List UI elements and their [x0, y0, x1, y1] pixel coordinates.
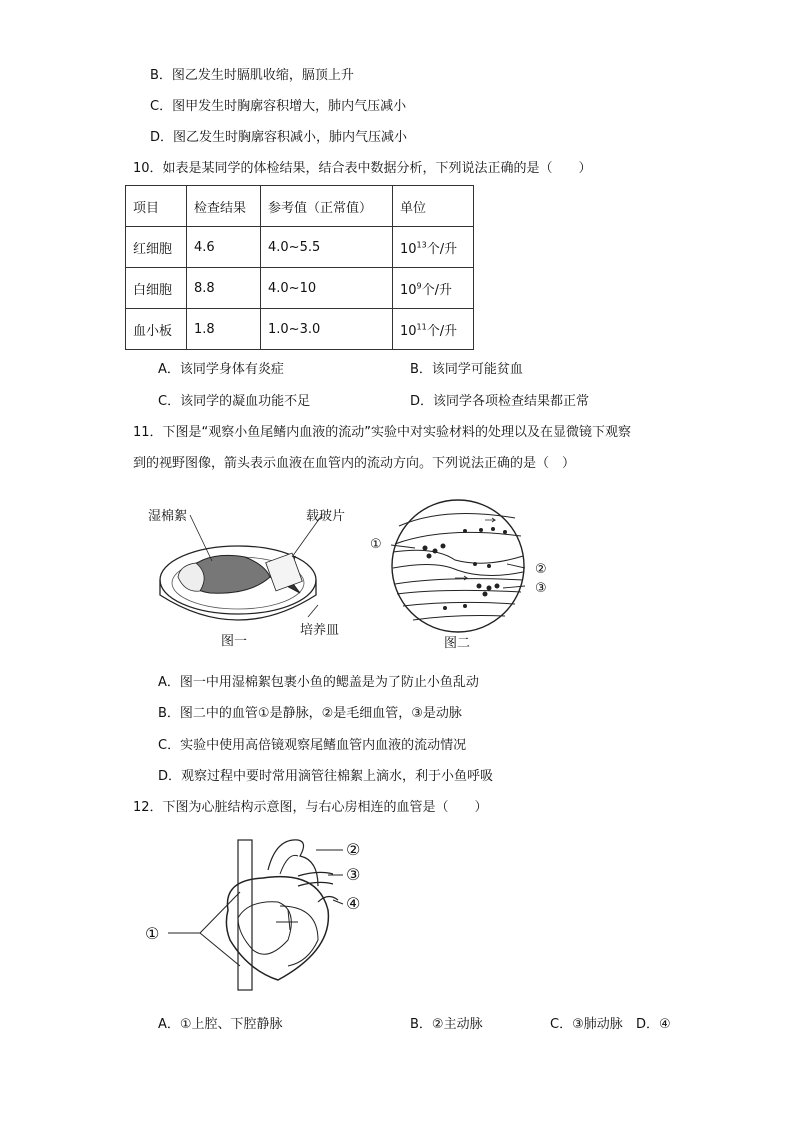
table-cell-unit	[393, 309, 474, 350]
figure-heart-diagram	[168, 830, 408, 1000]
label-glass-slide: 载玻片	[306, 509, 346, 524]
table-cell-item: 血小板	[126, 309, 187, 350]
q10-stem: 10．如表是某同学的体检结果，结合表中数据分析，下列说法正确的是（ ）	[133, 161, 592, 176]
table-cell-item: 红细胞	[126, 227, 187, 268]
table-header-cell: 项目	[126, 186, 187, 227]
q11-option-c: C．实验中使用高倍镜观察尾鳍血管内血液的流动情况	[158, 738, 467, 753]
marker-3: ③	[535, 581, 547, 596]
q12-option-c: C．③肺动脉	[550, 1017, 623, 1032]
marker-1: ①	[370, 537, 382, 552]
figure-microscope-view	[385, 496, 535, 636]
label-petri-dish: 培养皿	[300, 623, 340, 638]
q12-option-b: B．②主动脉	[410, 1017, 483, 1032]
table-cell-ref: 4.0~10	[261, 268, 393, 309]
table-cell-unit	[393, 227, 474, 268]
heart-marker-3: ③	[346, 865, 361, 884]
table-header-row	[126, 186, 474, 227]
unit-exponent: 11	[416, 322, 427, 332]
unit-exponent: 13	[416, 240, 427, 250]
unit-rest: 个/升	[426, 241, 458, 257]
unit-rest: 个/升	[426, 323, 458, 339]
q12-option-d: D．④	[636, 1017, 671, 1032]
q11-option-d: D．观察过程中要时常用滴管往棉絮上滴水，利于小鱼呼吸	[158, 769, 494, 784]
q11-option-a: A．图一中用湿棉絮包裹小鱼的鳃盖是为了防止小鱼乱动	[158, 675, 479, 690]
q9-option-d: D．图乙发生时胸廓容积减小，肺内气压减小	[150, 130, 408, 145]
table-header-cell: 检查结果	[187, 186, 261, 227]
marker-2: ②	[535, 562, 547, 577]
heart-marker-1: ①	[145, 924, 160, 943]
table-cell-result: 8.8	[187, 268, 261, 309]
q10-option-b: B．该同学可能贫血	[410, 362, 523, 377]
unit-base: 10	[400, 282, 417, 298]
heart-marker-2: ②	[346, 840, 361, 859]
unit-base: 10	[400, 323, 417, 339]
table-row	[126, 309, 474, 350]
unit-exponent: 9	[416, 281, 422, 291]
table-cell-result: 1.8	[187, 309, 261, 350]
table-row	[126, 268, 474, 309]
table-cell-unit	[393, 268, 474, 309]
table-cell-ref: 1.0~3.0	[261, 309, 393, 350]
table-cell-item: 白细胞	[126, 268, 187, 309]
q11-stem-line2: 到的视野图像，箭头表示血液在血管内的流动方向。下列说法正确的是（ ）	[133, 456, 576, 471]
figure2-caption: 图二	[444, 636, 471, 651]
table-cell-result: 4.6	[187, 227, 261, 268]
q12-stem: 12．下图为心脏结构示意图，与右心房相连的血管是（ ）	[133, 800, 488, 815]
q11-option-b: B．图二中的血管①是静脉，②是毛细血管，③是动脉	[158, 706, 462, 721]
q9-option-c: C．图甲发生时胸廓容积增大，肺内气压减小	[150, 99, 407, 114]
q10-option-c: C．该同学的凝血功能不足	[158, 394, 311, 409]
unit-rest: 个/升	[421, 282, 453, 298]
table-row	[126, 227, 474, 268]
figure1-caption: 图一	[221, 634, 248, 649]
exam-results-table	[125, 185, 474, 350]
q10-option-a: A．该同学身体有炎症	[158, 362, 284, 377]
label-wet-cotton: 湿棉絮	[148, 509, 188, 524]
heart-marker-4: ④	[346, 894, 361, 913]
table-header-cell: 参考值（正常值）	[261, 186, 393, 227]
q10-option-d: D．该同学各项检查结果都正常	[410, 394, 590, 409]
table-cell-ref: 4.0~5.5	[261, 227, 393, 268]
q9-option-b: B．图乙发生时膈肌收缩，膈顶上升	[150, 68, 354, 83]
unit-base: 10	[400, 241, 417, 257]
table-header-cell: 单位	[393, 186, 474, 227]
q12-option-a: A．①上腔、下腔静脉	[158, 1017, 283, 1032]
q11-stem-line1: 11．下图是“观察小鱼尾鳍内血液的流动”实验中对实验材料的处理以及在显微镜下观察	[133, 425, 632, 440]
